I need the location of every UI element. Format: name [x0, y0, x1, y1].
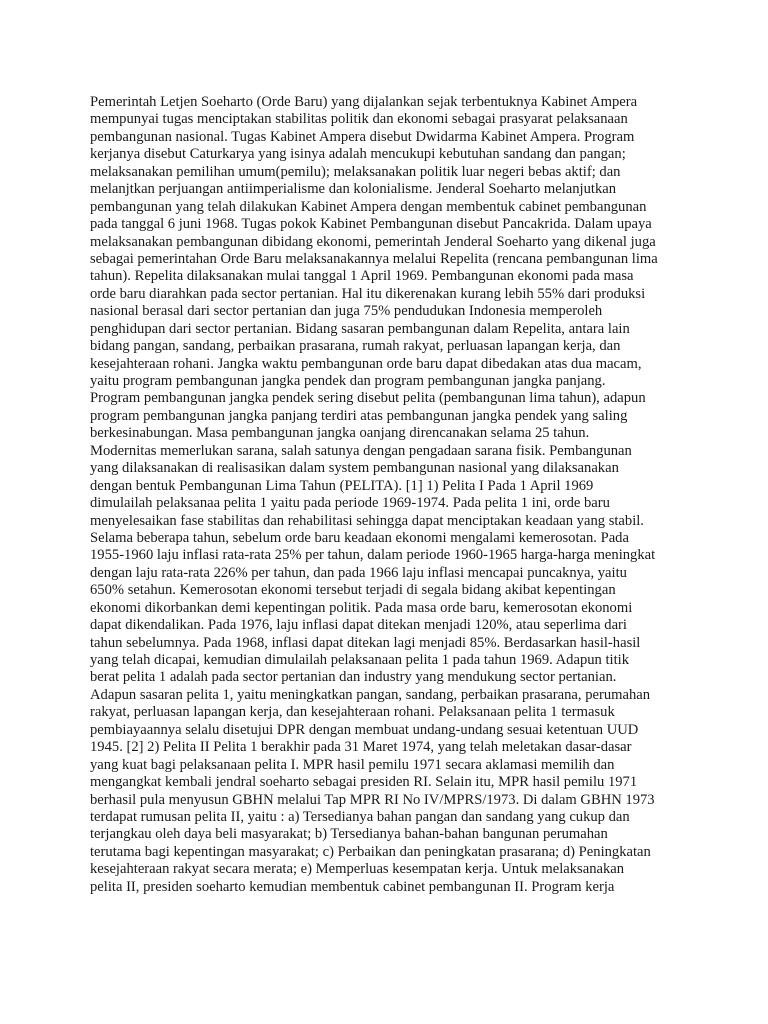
text-line: 1945. [2] 2) Pelita II Pelita 1 berakhir pada 31 Maret 1974, yang telah meletakan dasar-dasar	[90, 739, 632, 756]
text-line: pelita II, presiden soeharto kemudian membentuk cabinet pembangunan II. Program kerja	[90, 878, 615, 895]
text-line: dengan bentuk Pembangunan Lima Tahun (PELITA). [1] 1) Pelita I Pada 1 April 1969	[90, 477, 594, 494]
text-line: terjangkau oleh daya beli masyarakat; b) Tersedianya bahan-bahan bangunan perumahan	[90, 826, 608, 843]
text-line: dengan laju rata-rata 226% per tahun, dan pada 1966 laju inflasi mencapai puncaknya, yaitu	[90, 564, 627, 581]
text-line: pembiayaannya selalu disetujui DPR dengan membuat undang-undang sesuai ketentuan UUD	[90, 721, 639, 738]
text-line: yang dilaksanakan di realisasikan dalam system pembangunan nasional yang dilaksanakan	[90, 460, 619, 477]
text-line: Program pembangunan jangka pendek sering disebut pelita (pembangunan lima tahun), adapun	[90, 390, 646, 407]
text-line: tahun). Repelita dilaksanakan mulai tanggal 1 April 1969. Pembangunan ekonomi pada masa	[90, 268, 634, 285]
text-line: berkesinabungan. Masa pembangunan jangka oanjang direncanakan selama 25 tahun.	[90, 425, 590, 442]
text-line: ekonomi dikorbankan demi kepentingan politik. Pada masa orde baru, kemerosotan ekonomi	[90, 599, 633, 616]
text-line: tahun sebelumnya. Pada 1968, inflasi dapat ditekan lagi menjadi 85%. Berdasarkan hasil-hasil	[90, 634, 641, 651]
text-line: orde baru diarahkan pada sector pertanian. Hal itu dikerenakan kurang lebih 55% dari produksi	[90, 285, 646, 302]
text-line: program pembangunan jangka panjang terdiri atas pembangunan jangka pendek yang saling	[90, 407, 628, 424]
text-line: kesejahteraan rohani. Jangka waktu pembangunan orde baru dapat dibedakan atas dua macam,	[90, 355, 642, 372]
text-line: yaitu program pembangunan jangka pendek dan program pembangunan jangka panjang.	[90, 373, 606, 389]
text-line: Modernitas memerlukan sarana, salah satunya dengan pengadaan sarana fisik. Pembangunan	[90, 442, 632, 459]
text-line: mempunyai tugas menciptakan stabilitas politik dan ekonomi sebagai prasyarat pelaksanaan	[90, 111, 628, 128]
text-line: berat pelita 1 adalah pada sector pertanian dan industry yang mendukung sector pertanian.	[90, 669, 617, 686]
text-line: yang telah dicapai, kemudian dimulailah pelaksanaan pelita 1 pada tahun 1969. Adapun titik	[90, 652, 629, 668]
text-line: pembangunan nasional. Tugas Kabinet Ampera disebut Dwidarma Kabinet Ampera. Program	[90, 128, 635, 145]
text-line: dapat dikendalikan. Pada 1976, laju inflasi dapat ditekan menjadi 120%, atau seperlima dari	[90, 617, 627, 634]
text-line: terdapat rumusan pelita II, yaitu : a) Tersedianya bahan pangan dan sandang yang cukup dan	[90, 808, 630, 825]
text-line: Pemerintah Letjen Soeharto (Orde Baru) yang dijalankan sejak terbentuknya Kabinet Ampera	[90, 94, 638, 110]
text-line: penghidupan dari sector pertanian. Bidang sasaran pembangunan dalam Repelita, antara lain	[90, 320, 630, 337]
text-line: rakyat, perluasan lapangan kerja, dan kesejahteraan rohani. Pelaksanaan pelita 1 termasuk	[90, 704, 615, 721]
text-line: melaksanakan pemilihan umum(pemilu); melaksanakan politik luar negeri bebas aktif; dan	[90, 163, 621, 180]
text-line: kesejahteraan rakyat secara merata; e) Memperluas kesempatan kerja. Untuk melaksanakan	[90, 861, 625, 878]
text-line: melaksanakan pembangunan dibidang ekonomi, pemerintah Jenderal Soeharto yang dikenal juga	[90, 233, 656, 250]
text-line: pada tanggal 6 juni 1968. Tugas pokok Kabinet Pembangunan disebut Pancakrida. Dalam upaya	[90, 216, 652, 233]
text-line: 1955-1960 laju inflasi rata-rata 25% per tahun, dalam periode 1960-1965 harga-harga meningkat	[90, 547, 656, 564]
text-line: yang kuat bagi pelaksanaan pelita I. MPR hasil pemilu 1971 secara aklamasi memilih dan	[90, 756, 615, 773]
text-line: terutama bagi kepentingan masyarakat; c) Perbaikan dan peningkatan prasarana; d) Peningkatan	[90, 843, 651, 860]
text-line: melanjtkan perjuangan antiimperialisme dan kolonialisme. Jenderal Soeharto melanjutkan	[90, 181, 617, 198]
text-line: dimulailah pelaksanaa pelita 1 yaitu pada periode 1969-1974. Pada pelita 1 ini, orde baru	[90, 495, 610, 512]
text-line: Selama beberapa tahun, sebelum orde baru keadaan ekonomi mengalami kemerosotan. Pada	[90, 529, 629, 546]
text-line: berhasil pula menyusun GBHN melalui Tap MPR RI No IV/MPRS/1973. Di dalam GBHN 1973	[90, 791, 655, 808]
text-line: pembangunan yang telah dilakukan Kabinet Ampera dengan membentuk cabinet pembangunan	[90, 198, 647, 215]
body-paragraph	[90, 94, 678, 896]
text-line: mengangkat kembali jendral soeharto sebagai presiden RI. Selain itu, MPR hasil pemilu 1971	[90, 774, 638, 791]
text-line: kerjanya disebut Caturkarya yang isinya adalah mencukupi kebutuhan sandang dan pangan;	[90, 146, 626, 163]
text-line: menyelesaikan fase stabilitas dan rehabilitasi sehingga dapat menciptakan keadaan yang stabil.	[90, 512, 644, 529]
text-line: nasional berasal dari sector pertanian dan juga 75% pendudukan Indonesia memperoleh	[90, 303, 603, 320]
text-line: bidang pangan, sandang, perbaikan prasarana, rumah rakyat, perluasan lapangan kerja, dan	[90, 338, 621, 355]
text-line: sebagai pemerintahan Orde Baru melaksanakannya melalui Repelita (rencana pembangunan lima	[90, 250, 658, 267]
text-line: 650% setahun. Kemerosotan ekonomi tersebut terjadi di segala bidang akibat kepentingan	[90, 582, 616, 599]
text-line: Adapun sasaran pelita 1, yaitu meningkatkan pangan, sandang, perbaikan prasarana, perumahan	[90, 686, 651, 703]
